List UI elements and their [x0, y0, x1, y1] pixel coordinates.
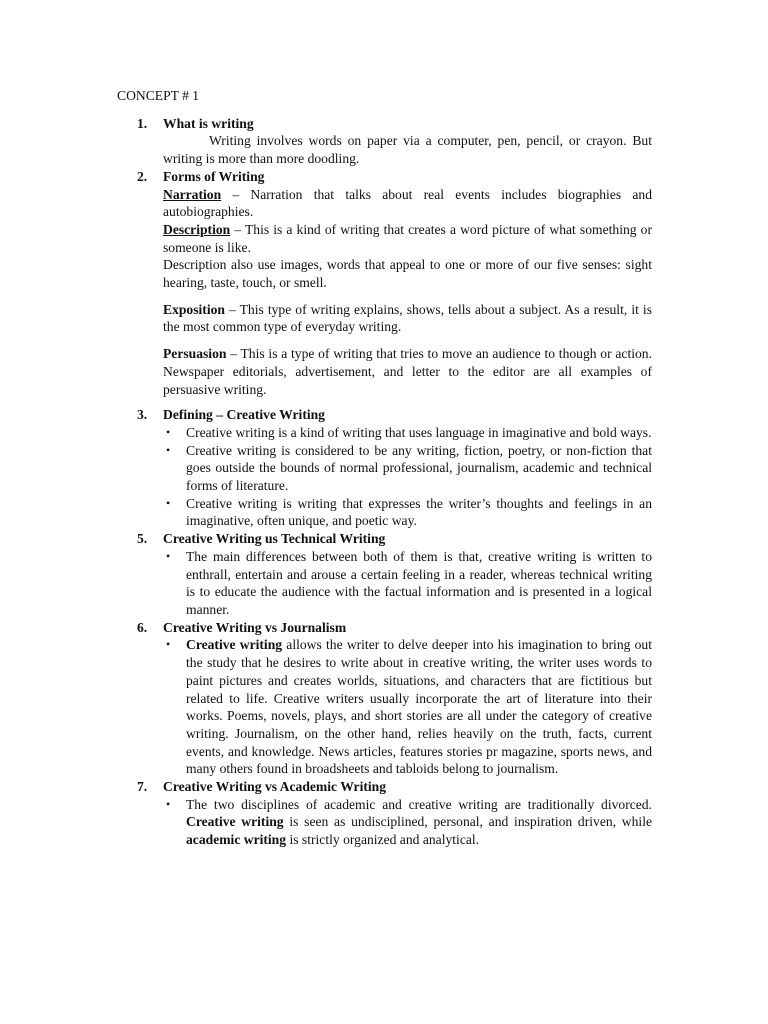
section-defining-creative-writing	[117, 406, 652, 530]
concept-title: CONCEPT # 1	[117, 88, 200, 103]
section-heading: Defining – Creative Writing	[163, 407, 325, 423]
list-item: • Creative writing is a kind of writing that uses language in imaginative and bold ways.	[166, 424, 652, 440]
bold-term: Creative writing	[186, 814, 284, 830]
section-body: Writing involves words on paper via a computer, pen, pencil, or crayon. But writing is more than more doodling.	[163, 133, 652, 167]
section-number: 1.	[137, 115, 148, 131]
section-heading: Creative Writing vs Academic Writing	[163, 779, 387, 795]
section-heading: Creative Writing vs Journalism	[163, 619, 347, 635]
exposition-paragraph	[163, 301, 652, 336]
list-item: • The two disciplines of academic and creative writing are traditionally divorced. Creative writing is seen as undisciplined, personal, and inspiration driven, while academic writing is strictly organized and analytical.	[166, 796, 652, 848]
list-item: • Creative writing is writing that expresses the writer’s thoughts and feelings in an imaginative, often unique, and poetic way.	[166, 495, 652, 529]
section-number: 6.	[137, 619, 148, 635]
section-creative-vs-technical	[117, 530, 652, 619]
section-creative-vs-journalism	[117, 619, 652, 778]
exposition-term: Exposition	[163, 301, 225, 317]
bullet-icon: •	[166, 424, 171, 439]
section-heading: What is writing	[163, 115, 254, 131]
narration-paragraph	[163, 186, 652, 221]
bullet-list	[163, 796, 652, 849]
section-number: 2.	[137, 168, 148, 184]
bullet-list	[163, 548, 652, 619]
bold-lead: Creative writing	[186, 637, 283, 653]
bullet-icon: •	[166, 495, 171, 510]
exposition-text: – This type of writing explains, shows, tells about a subject. As a result, it is the most common type of everyday writing.	[163, 301, 652, 335]
section-forms-of-writing	[117, 168, 652, 398]
section-number: 3.	[137, 407, 148, 423]
section-creative-vs-academic	[117, 778, 652, 849]
list-item: • Creative writing is considered to be any writing, fiction, poetry, or non-fiction that goes outside the bounds of normal professional, journalism, academic and technical forms of literature.	[166, 442, 652, 494]
persuasion-term: Persuasion	[163, 346, 227, 362]
section-number: 7.	[137, 779, 148, 795]
description-paragraph	[163, 221, 652, 256]
bullet-icon: •	[166, 442, 171, 457]
description-text: – This is a kind of writing that creates a word picture of what something or someone is like.	[163, 221, 652, 255]
list-item: • Creative writing allows the writer to delve deeper into his imagination to bring out the study that he desires to write about in creative writing, the writer uses words to paint pictures and creates worlds, situations, and characters that are fictitious but related to life. Creative writers usually incorporate the art of literature into their works. Poems, novels, plays, and short stories are all under the category of creative writing. Journalism, on the other hand, relies heavily on the truth, facts, current events, and knowledge. News articles, features stories pr magazine, sports news, and many others found in broadsheets and tabloids belong to journalism.	[166, 637, 652, 777]
bold-term: academic writing	[186, 832, 287, 848]
list-item: • The main differences between both of them is that, creative writing is written to enthrall, entertain and arouse a certain feeling in a reader, whereas technical writing is to educate the audience with the factual information and is presented in a logical manner.	[166, 548, 652, 617]
bullet-list	[163, 636, 652, 778]
narration-term: Narration	[163, 186, 222, 202]
persuasion-text: – This is a type of writing that tries to move an audience to though or action. Newspaper editorials, advertisement, and letter to the editor are all examples of persuasive writing.	[163, 346, 652, 397]
bullet-icon: •	[166, 548, 171, 563]
section-number: 5.	[137, 531, 148, 547]
section-what-is-writing	[117, 115, 652, 168]
narration-text: – Narration that talks about real events includes biographies and autobiographies.	[163, 186, 652, 220]
bullet-list	[163, 424, 652, 530]
persuasion-paragraph	[163, 345, 652, 398]
description-extra: Description also use images, words that appeal to one or more of our five senses: sight hearing, taste, touch, or smell.	[163, 257, 652, 291]
bullet-icon: •	[166, 637, 171, 652]
section-heading: Creative Writing us Technical Writing	[163, 531, 386, 547]
section-heading: Forms of Writing	[163, 168, 265, 184]
description-term: Description	[163, 221, 231, 237]
bullet-icon: •	[166, 796, 171, 811]
